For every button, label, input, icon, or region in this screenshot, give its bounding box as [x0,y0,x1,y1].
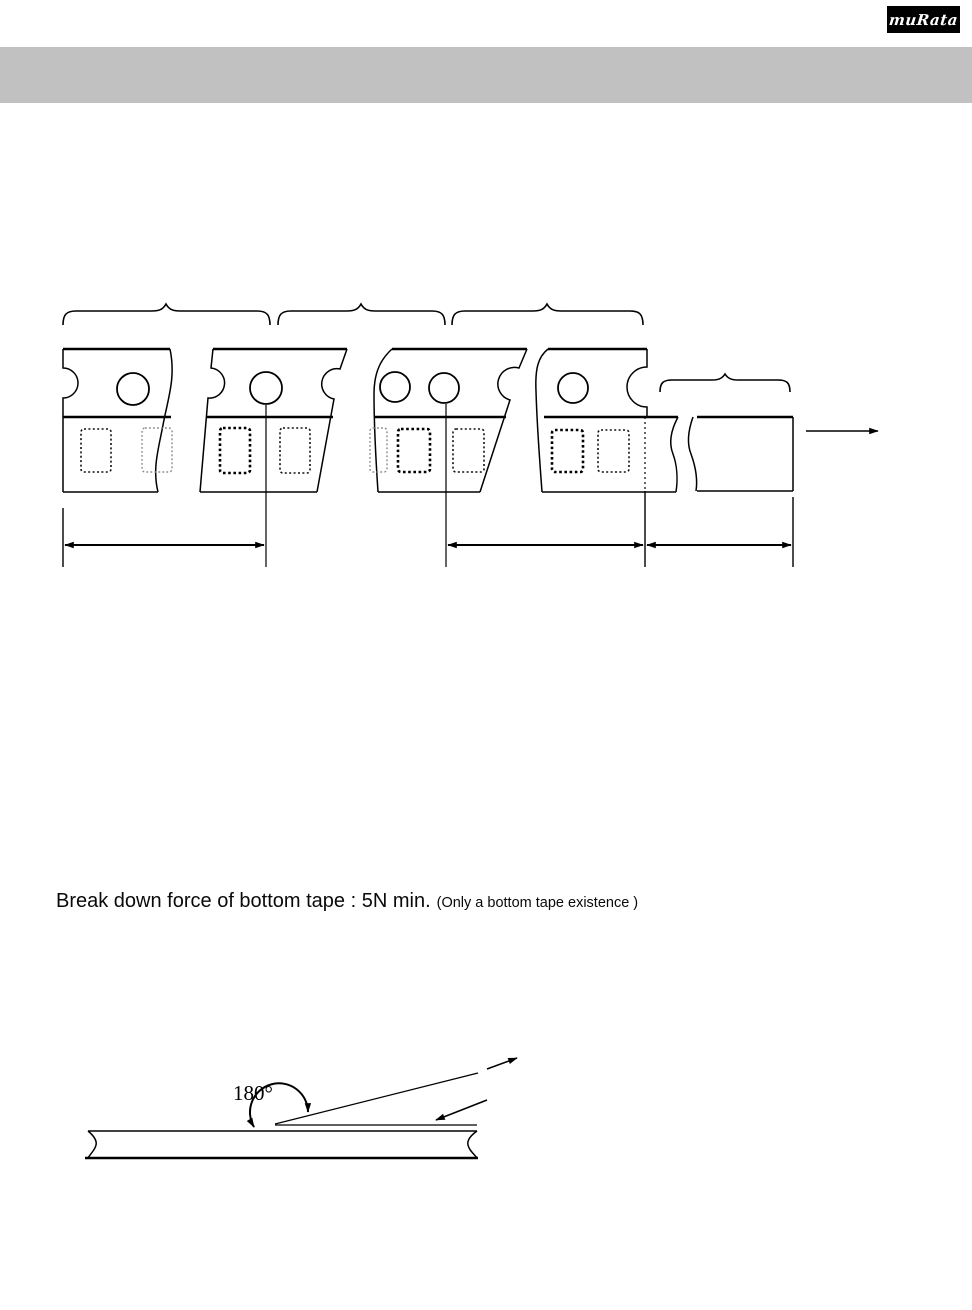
brace-annotation [278,304,445,325]
tape-tail [689,417,793,491]
peel-direction-arrow [487,1058,517,1069]
tape-segment [200,349,347,492]
tape-segment [63,349,172,492]
breakdown-force-note [56,890,638,913]
component-pocket [370,428,387,472]
brace-annotation [63,304,270,325]
brace-annotation [452,304,643,325]
component-pocket [598,430,629,472]
sprocket-hole [250,372,282,404]
murata-logo-text: muRata [888,10,959,29]
cover-tape-arrow [436,1100,487,1120]
component-pocket [81,429,111,472]
sprocket-hole [429,373,459,403]
component-pocket [453,429,484,472]
peel-angle-label: 180° [233,1081,273,1105]
tape-segment [536,349,678,492]
component-pocket [398,429,430,472]
carrier-tape-diagram [63,304,878,567]
note-sub-text: (Only a bottom tape existence ) [436,895,639,911]
peel-tape-diagram [85,1058,517,1158]
sprocket-hole [117,373,149,405]
component-pocket [552,430,583,472]
component-pocket [220,428,250,473]
sprocket-hole [380,372,410,402]
note-main-text: Break down force of bottom tape : 5N min. [56,890,431,912]
tape-segment [370,349,527,492]
sprocket-hole [558,373,588,403]
brace-annotation [660,374,790,392]
component-pocket [280,428,310,473]
component-pocket [142,428,172,472]
